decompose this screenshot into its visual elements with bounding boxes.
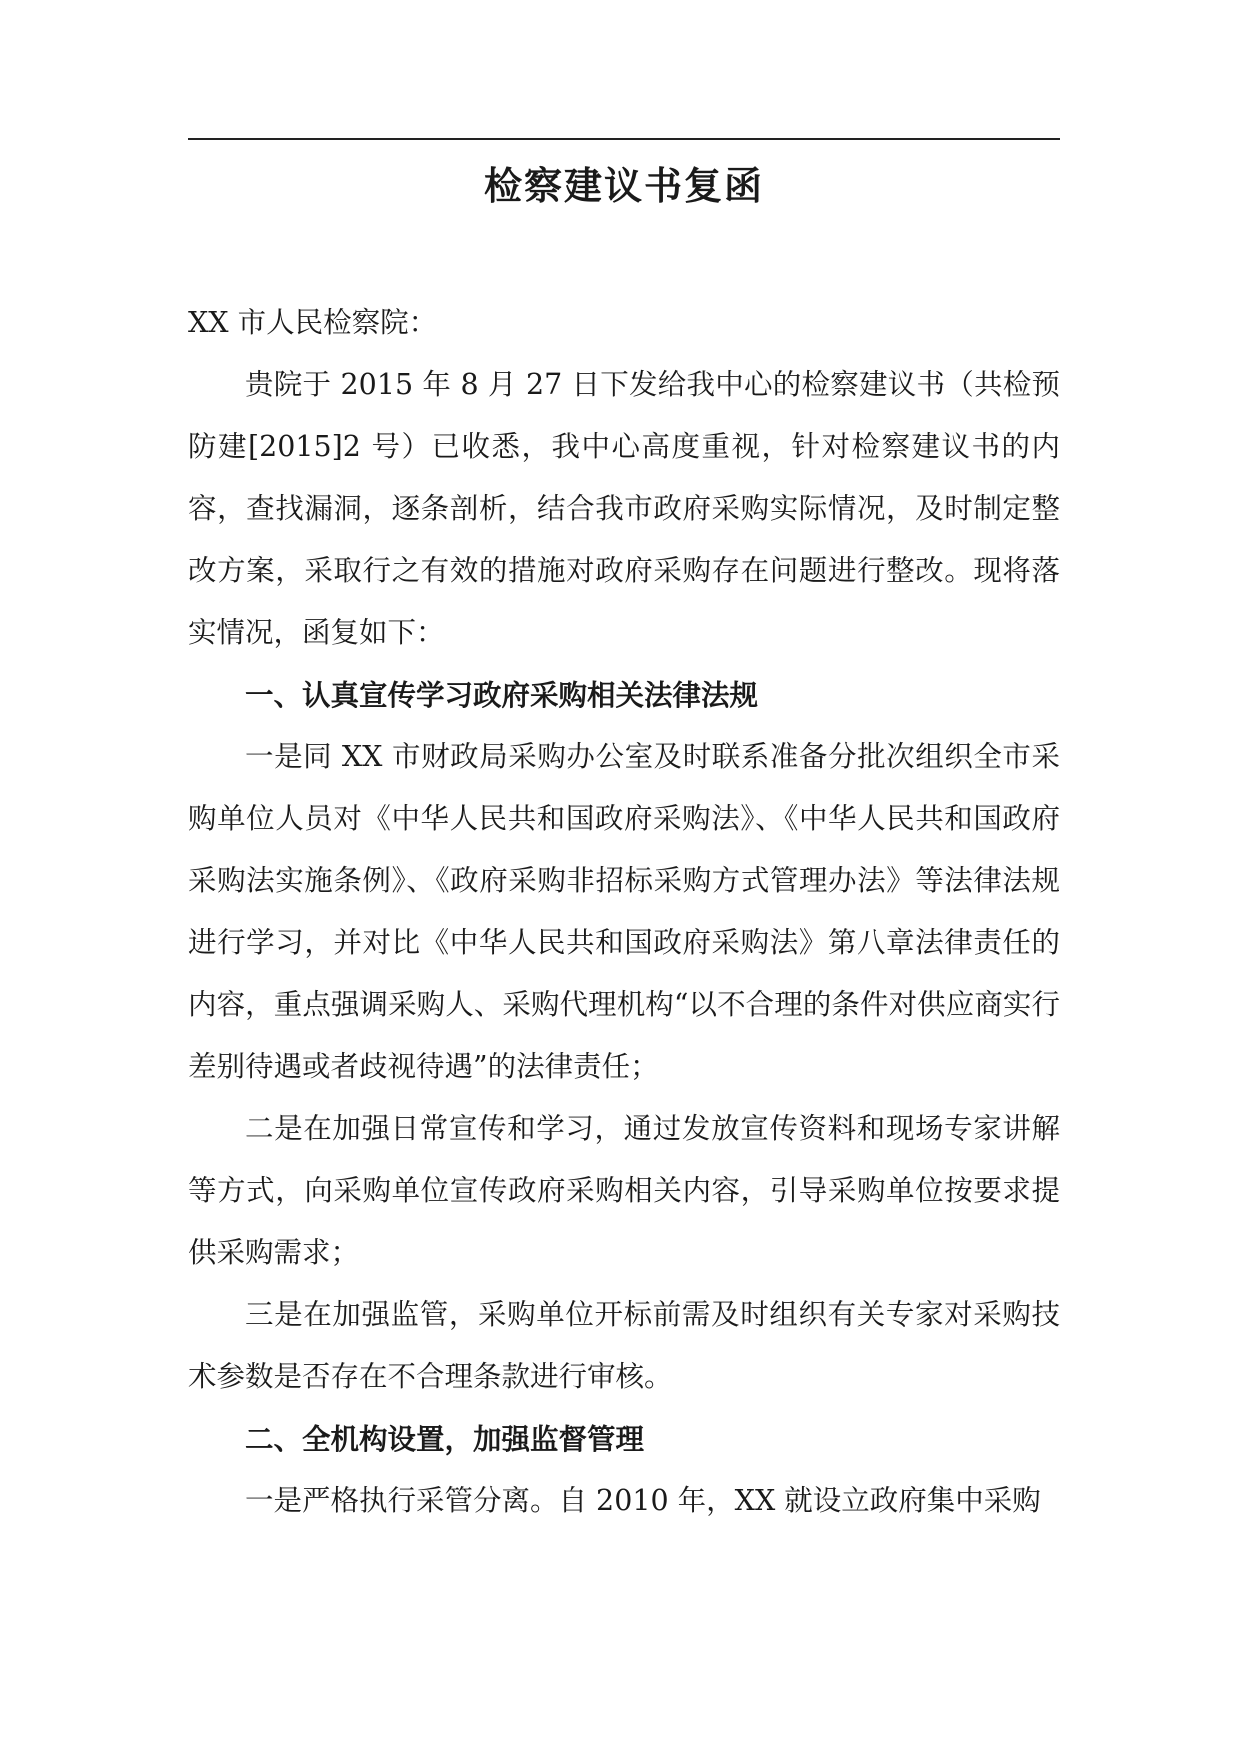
section-2-item-1: 一是严格执行采管分离。自 2010 年，XX 就设立政府集中采购 xyxy=(245,1484,1041,1517)
header-rule xyxy=(188,138,1060,140)
section-1-item-1: 一是同 XX 市财政局采购办公室及时联系准备分批次组织全市采购单位人员对《中华人民共和国政府采购法》、《中华人民共和国政府采购法实施条例》、《政府采购非招标采购方式管理办法》等法律法规进行学习，并对比《中华人民共和国政府采购法》第八章法律责任的内容，重点强调采购人、采购代理机构“以不合理的条件对供应商实行差别待遇或者歧视待遇”的法律责任； xyxy=(188,740,1060,1083)
section-2-heading: 二、全机构设置，加强监督管理 xyxy=(245,1422,645,1456)
section-1-item-3: 三是在加强监管，采购单位开标前需及时组织有关专家对采购技术参数是否存在不合理条款进行审核。 xyxy=(188,1298,1060,1393)
document-title: 检察建议书复函 xyxy=(483,163,764,208)
section-1-heading: 一、认真宣传学习政府采购相关法律法规 xyxy=(245,678,759,712)
salutation: XX 市人民检察院： xyxy=(188,306,438,339)
document-body xyxy=(188,292,1060,1532)
section-1-item-2: 二是在加强日常宣传和学习，通过发放宣传资料和现场专家讲解等方式，向采购单位宣传政府采购相关内容，引导采购单位按要求提供采购需求； xyxy=(188,1112,1060,1269)
intro-paragraph: 贵院于 2015 年 8 月 27 日下发给我中心的检察建议书（共检预防建[2015]2 号）已收悉，我中心高度重视，针对检察建议书的内容，查找漏洞，逐条剖析，结合我市政府采购实际情况，及时制定整改方案，采取行之有效的措施对政府采购存在问题进行整改。现将落实情况，函复如下： xyxy=(188,368,1060,649)
document-page xyxy=(188,0,1060,1753)
